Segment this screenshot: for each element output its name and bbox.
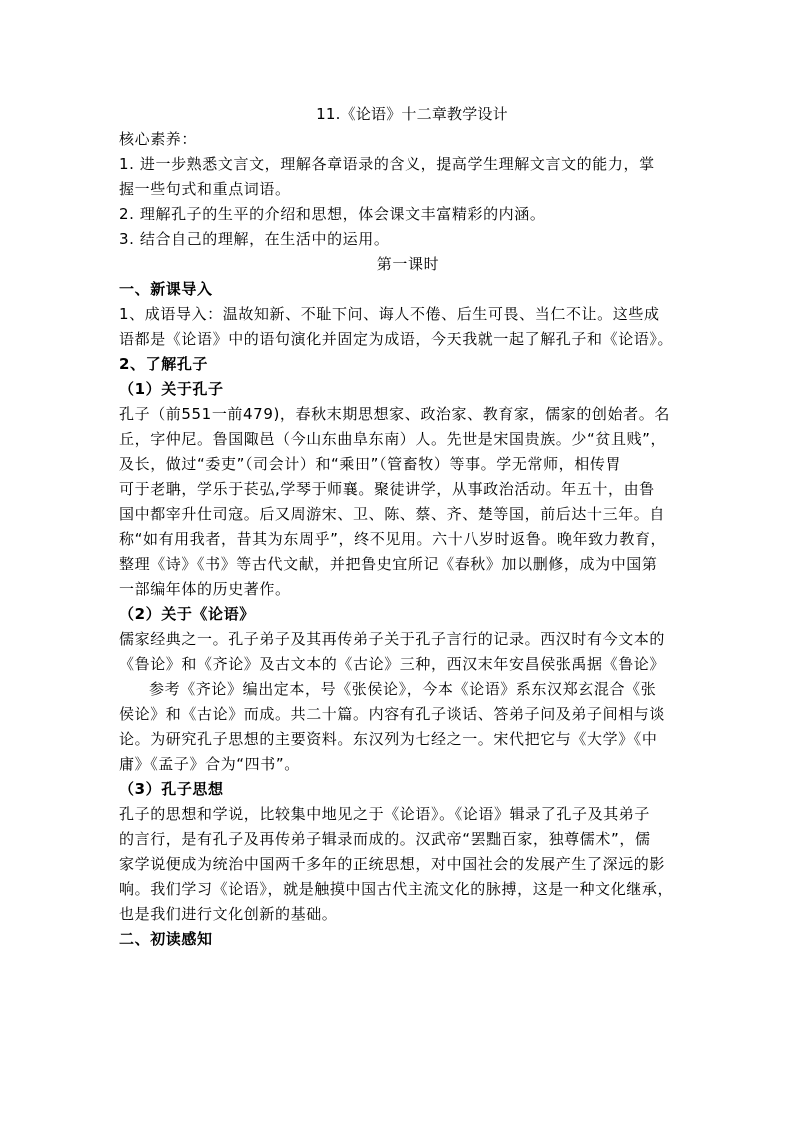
section-heading-intro: 一、新课导入 [119, 280, 213, 298]
paragraph-line: 儒家经典之一。孔子弟子及其再传弟子关于孔子言行的记录。西汉时有今文本的 [119, 630, 666, 648]
paragraph-line: 国中都宰升仕司寇。后又周游宋、卫、陈、蔡、齐、楚等国，前后达十三年。自 [119, 505, 666, 523]
subheading-about-analects: （2）关于《论语》 [119, 605, 255, 623]
goal-line: 1. 进一步熟悉文言文，理解各章语录的含义，提高学生理解文言文的能力，掌 [119, 155, 655, 173]
core-literacy-label: 核心素养： [119, 130, 198, 148]
paragraph-line: 家学说便成为统治中国两千多年的正统思想，对中国社会的发展产生了深远的影 [119, 855, 666, 873]
paragraph-line: 的言行，是有孔子及再传弟子辑录而成的。汉武帝“罢黜百家，独尊儒术”，儒 [119, 830, 651, 848]
paragraph-line: 及长，做过“委吏”（司会计）和“乘田”（管畜牧）等事。学无常师，相传胃 [119, 455, 622, 473]
paragraph-line: 侯论》和《古论》而成。共二十篇。内容有孔子谈话、答弟子问及弟子间相与谈 [119, 705, 666, 723]
section-heading-confucius: 2、了解孔子 [119, 355, 209, 373]
paragraph-line: 响。我们学习《论语》，就是触摸中国古代主流文化的脉搏，这是一种文化继承， [119, 880, 674, 898]
paragraph-line: 整理《诗》《书》等古代文献，并把鲁史宜所记《春秋》加以删修，成为中国第 [119, 555, 658, 573]
goal-line: 2. 理解孔子的生平的介绍和思想，体会课文丰富精彩的内涵。 [119, 205, 546, 223]
goal-line: 3. 结合自己的理解，在生活中的运用。 [119, 230, 390, 248]
document-body [119, 102, 697, 952]
paragraph-line: 可于老聃，学乐于苌弘,学琴于师襄。聚徒讲学，从事政治活动。年五十，由鲁 [119, 480, 655, 498]
paragraph-line: 语都是《论语》中的语句演化并固定为成语，今天我就一起了解孔子和《论语》。 [119, 330, 674, 348]
paragraph-line: 论。为研究孔子思想的主要资料。东汉列为七经之一。宋代把它与《大学》《中 [119, 730, 658, 748]
paragraph-line: 一部编年体的历史著作。 [119, 580, 291, 598]
lesson-title: 第一课时 [376, 255, 440, 273]
paragraph-line: 丘，字仲尼。鲁国陬邑（今山东曲阜东南）人。先世是宋国贵族。少“贫且贱”， [119, 430, 667, 448]
paragraph-line: 也是我们进行文化创新的基础。 [119, 905, 338, 923]
paragraph-line: 称“如有用我者，昔其为东周乎”，终不见用。六十八岁时返鲁。晚年致力教育， [119, 530, 667, 548]
paragraph-line-indented: 参考《齐论》编出定本，号《张侯论》，今本《论语》系东汉郑玄混合《张 [149, 680, 657, 698]
document-title: 11.《论语》十二章教学设计 [316, 105, 508, 123]
goal-line: 握一些句式和重点词语。 [119, 180, 291, 198]
paragraph-line: 庸》《孟子》合为“四书”。 [119, 755, 300, 773]
paragraph-line: 孔子的思想和学说，比较集中地见之于《论语》。《论语》辑录了孔子及其弟子 [119, 805, 651, 823]
paragraph-line: 《鲁论》和《齐论》及古文本的《古论》三种，西汉末年安昌侯张禹据《鲁论》 [119, 655, 666, 673]
section-heading-first-reading: 二、初读感知 [119, 930, 213, 948]
subheading-about-confucius: （1）关于孔子 [119, 380, 224, 398]
paragraph-line: 1、成语导入：温故知新、不耻下问、诲人不倦、后生可畏、当仁不让。这些成 [119, 305, 660, 323]
paragraph-line: 孔子（前551一前479)，春秋末期思想家、政治家、教育家，儒家的创始者。名 [119, 405, 670, 423]
subheading-confucius-thought: （3）孔子思想 [119, 780, 224, 798]
